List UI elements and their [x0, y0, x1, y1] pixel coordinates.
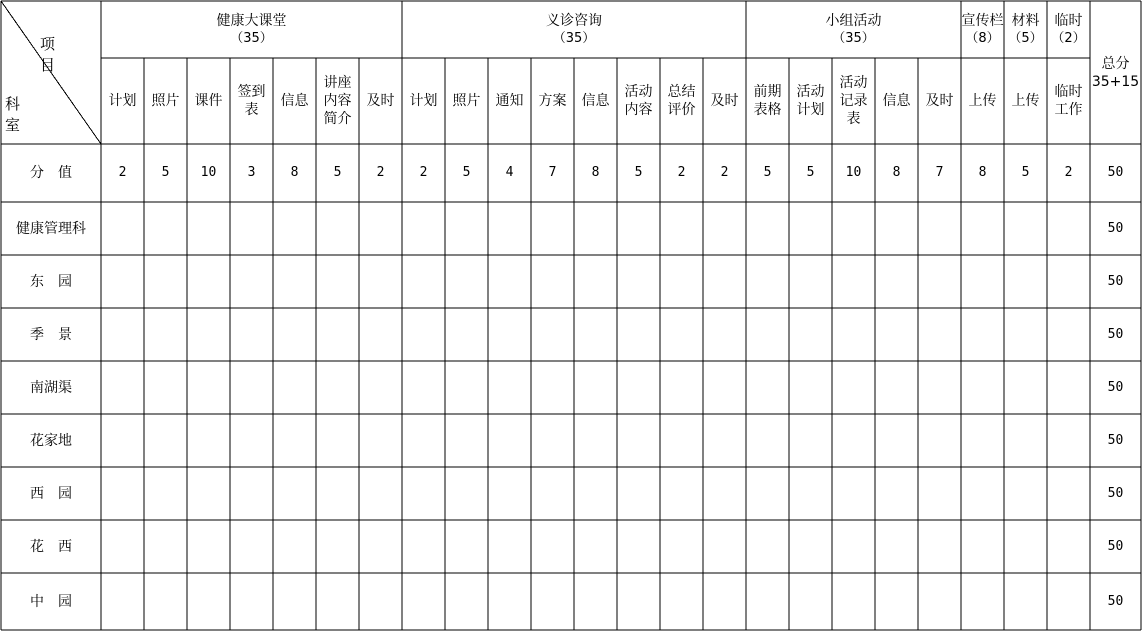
score-value: 5: [161, 165, 170, 180]
group-points: （8）: [965, 30, 1000, 46]
column-header: 通知: [495, 93, 524, 109]
score-total: 50: [1107, 165, 1124, 180]
score-value: 10: [845, 165, 862, 180]
group-header: [402, 1, 746, 58]
column-header: 课件: [194, 93, 223, 109]
column-header: 计划: [108, 93, 137, 109]
score-value: 2: [118, 165, 127, 180]
score-value: 8: [591, 165, 600, 180]
score-value: 8: [290, 165, 299, 180]
department-total: 50: [1107, 326, 1124, 342]
score-value: 5: [333, 165, 342, 180]
department-label: 中 园: [30, 593, 72, 610]
score-value: 8: [978, 165, 987, 180]
group-header: [746, 1, 961, 58]
column-header: 计划: [409, 93, 438, 109]
column-header: 照片: [151, 93, 180, 109]
column-header: 上传: [1011, 93, 1040, 109]
score-value: 7: [548, 165, 557, 180]
group-title: 宣传栏: [961, 12, 1004, 29]
column-header: 总结 评价: [667, 84, 696, 118]
column-header: 活动 计划: [796, 84, 825, 118]
group-title: 小组活动: [825, 12, 882, 29]
column-header: 照片: [452, 93, 481, 109]
group-header: [1047, 1, 1090, 58]
department-label: 西 园: [30, 485, 72, 502]
group-points: （35）: [552, 30, 596, 46]
corner-dept-label: 科室: [5, 95, 21, 134]
score-row-label: 分 值: [30, 165, 72, 181]
group-header: [1004, 1, 1047, 58]
column-header: 及时: [366, 93, 395, 109]
score-value: 7: [935, 165, 944, 180]
group-title: 健康大课堂: [216, 12, 287, 29]
total-header: 总分 35+15: [1091, 55, 1140, 90]
column-header: 上传: [968, 93, 997, 109]
department-total: 50: [1107, 593, 1124, 609]
group-points: （5）: [1008, 30, 1043, 46]
group-title: 材料: [1011, 12, 1040, 29]
column-header: 临时 工作: [1054, 84, 1083, 118]
group-header: [101, 1, 402, 58]
score-value: 10: [200, 165, 217, 180]
score-value: 5: [634, 165, 643, 180]
score-value: 3: [247, 165, 256, 180]
column-header: 方案: [538, 93, 567, 109]
score-value: 2: [677, 165, 686, 180]
score-value: 5: [1021, 165, 1030, 180]
department-label: 东 园: [30, 273, 72, 290]
department-total: 50: [1107, 432, 1124, 448]
column-header: 及时: [925, 93, 954, 109]
column-header: 签到 表: [237, 84, 266, 118]
column-header: 前期 表格: [753, 84, 782, 118]
score-value: 5: [806, 165, 815, 180]
column-header: 信息: [581, 93, 610, 109]
score-value: 2: [376, 165, 385, 180]
group-points: （35）: [832, 30, 875, 46]
group-points: （2）: [1051, 30, 1086, 46]
department-label: 健康管理科: [16, 220, 86, 237]
column-header: 信息: [280, 93, 309, 109]
score-value: 2: [1064, 165, 1073, 180]
column-header: 活动 记录 表: [839, 75, 868, 127]
department-total: 50: [1107, 273, 1124, 289]
score-value: 2: [720, 165, 729, 180]
department-label: 花家地: [30, 432, 72, 449]
group-points: （35）: [230, 30, 273, 46]
group-title: 义诊咨询: [546, 12, 602, 29]
score-value: 8: [892, 165, 901, 180]
department-label: 季 景: [30, 326, 72, 343]
department-total: 50: [1107, 485, 1124, 501]
score-value: 2: [419, 165, 428, 180]
score-value: 5: [763, 165, 772, 180]
score-value: 5: [462, 165, 471, 180]
department-total: 50: [1107, 220, 1124, 236]
column-header: 信息: [882, 93, 911, 109]
department-total: 50: [1107, 379, 1124, 395]
group-header: [961, 1, 1004, 58]
column-header: 讲座 内容 简介: [323, 75, 352, 127]
score-value: 4: [505, 165, 514, 180]
column-header: 活动 内容: [624, 84, 653, 118]
corner-item-label: 项目: [40, 35, 56, 74]
column-header: 及时: [710, 93, 739, 109]
department-label: 南湖渠: [30, 379, 72, 396]
department-total: 50: [1107, 538, 1124, 554]
department-label: 花 西: [30, 538, 72, 555]
group-title: 临时: [1054, 12, 1083, 29]
